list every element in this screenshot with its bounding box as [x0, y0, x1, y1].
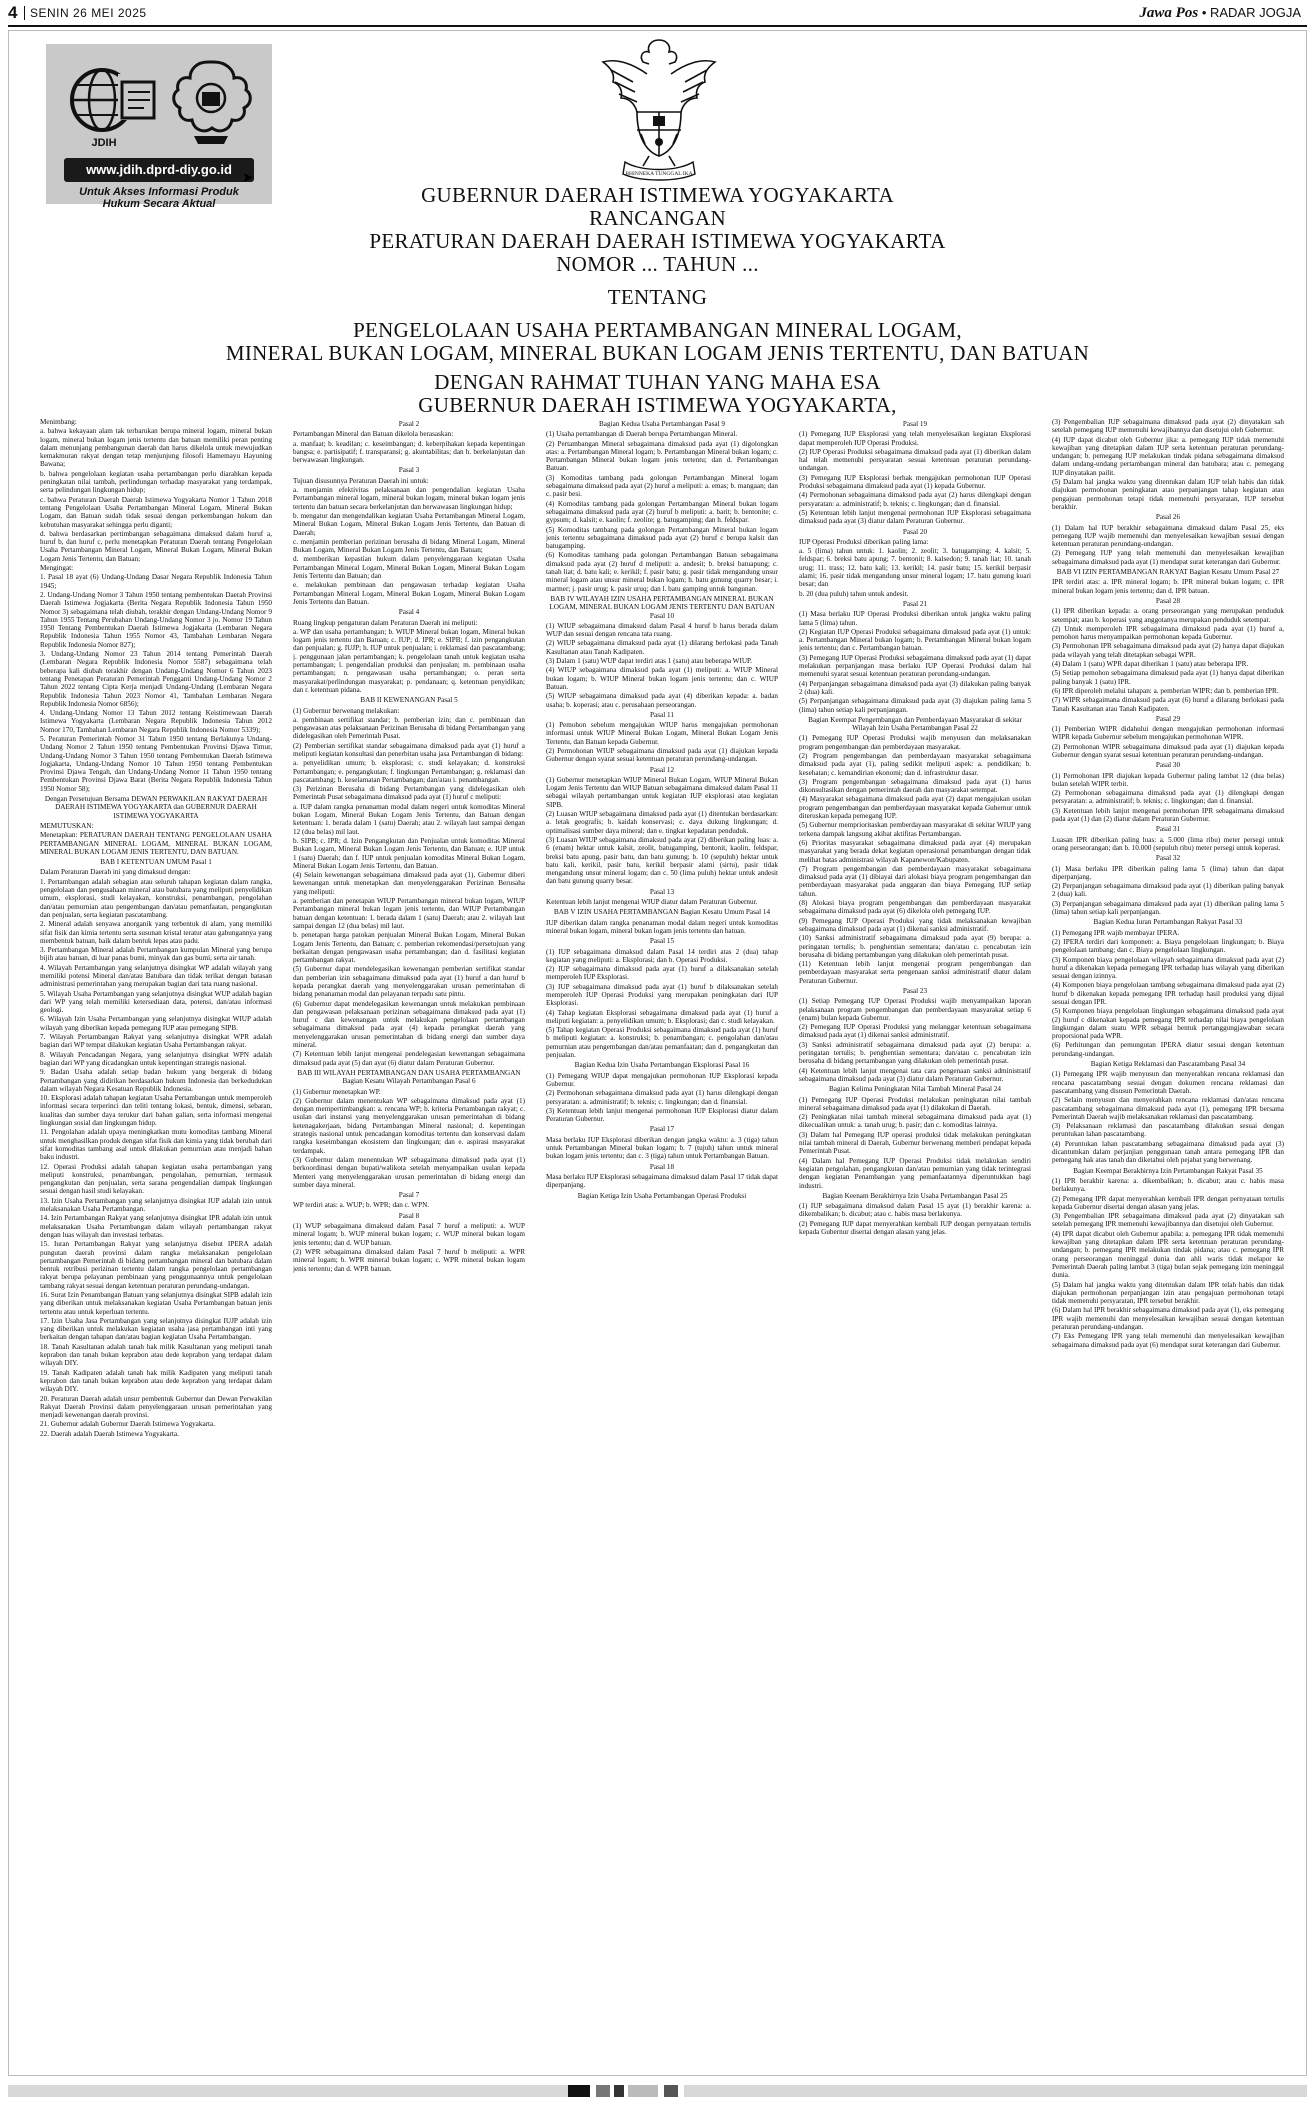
section-heading: Pasal 31: [1155, 825, 1181, 834]
body-paragraph: Dalam Peraturan Daerah ini yang dimaksud dengan:: [40, 868, 191, 877]
title-subject-line1: PENGELOLAAN USAHA PERTAMBANGAN MINERAL LOGAM,: [353, 318, 962, 342]
body-paragraph: (2) Permohonan WIPR sebagaimana dimaksud pada ayat (1) diajukan kepada Gubernur dengan syarat sesuai ketentuan peraturan perundang-undangan.: [1052, 742, 1284, 759]
body-paragraph: (3) Pengembalian IPR sebagaimana dimaksud pada ayat (2) dinyatakan sah setelah pemegang IPR memenuhi kewajibannya dan disetujui oleh Gubernur.: [1052, 1212, 1284, 1229]
body-paragraph: (2) IUP Operasi Produksi sebagaimana dimaksud pada ayat (1) diberikan dalam hal telah memenuhi persyaratan sesuai ketentuan peraturan perundang-undangan.: [799, 447, 1031, 473]
body-paragraph: (1) Pemberian WIPR didahului dengan mengajukan permohonan informasi WIPR kepada Gubernur sebelum mengajukan permohonan WIPR.: [1052, 725, 1284, 742]
body-paragraph: a. bahwa kekayaan alam tak terbarukan berupa mineral logam, mineral bukan logam, mineral bukan logam jenis tertentu dan batuan memiliki peran penting dalam menunjang pembangunan daerah dan harus dikelola untuk mewujudkan kemakmuran rakyat dengan tetap menjunjung filosofi Hamemayu Hayuning Bawana;: [40, 427, 272, 469]
body-paragraph: 13. Izin Usaha Pertambangan yang selanjutnya disingkat IUP adalah izin untuk melaksanakan Usaha Pertambangan.: [40, 1196, 272, 1214]
body-paragraph: d. bahwa berdasarkan pertimbangan sebagaimana dimaksud dalam huruf a, huruf b, dan huruf c, perlu menetapkan Peraturan Daerah tentang Pengelolaan Usaha Pertambangan Mineral Logam, Mineral Bukan Logam, Mineral Bukan Logam Jenis Tertentu, dan Batuan;: [40, 529, 272, 563]
body-paragraph: (3) Pengembalian IUP sebagaimana dimaksud pada ayat (2) dinyatakan sah setelah pemegang IUP memenuhi kewajibannya dan disetujui oleh Gubernur.: [1052, 418, 1284, 435]
body-paragraph: (3) Ketentuan lebih lanjut mengenai permohonan IPR sebagaimana dimaksud pada ayat (1) dan (2) diatur dalam Peraturan Gubernur.: [1052, 806, 1284, 824]
body-paragraph: Menimbang:: [40, 418, 77, 426]
body-paragraph: Menetapkan: PERATURAN DAERAH TENTANG PENGELOLAAN USAHA PERTAMBANGAN MINERAL LOGAM, MINERAL BUKAN LOGAM, MINERAL BUKAN LOGAM JENIS TERTENTU, DAN BATUAN.: [40, 831, 272, 856]
body-paragraph: (1) WUP sebagaimana dimaksud dalam Pasal 7 huruf a meliputi: a. WUP mineral logam; b. WUP mineral bukan logam; c. WUP mineral bukan logam jenis tertentu; dan d. WUP batuan.: [293, 1222, 525, 1247]
body-paragraph: 6. Wilayah Izin Usaha Pertambangan yang selanjutnya disingkat WIUP adalah wilayah yang diberikan kepada pemegang IUP atau pemegang SIPB.: [40, 1015, 272, 1032]
registration-color-bar: [8, 2085, 1307, 2097]
body-paragraph: (4) Dalam hal Pemegang IUP Operasi Produksi tidak melakukan sendiri kegiatan pengolahan, pengangkutan dan/atau pemurnian yang tidak terintegrasi dengan kegiatan Penambangan yang pemanfaatannya diperuntukkan bagi industri.: [799, 1156, 1031, 1190]
body-paragraph: 17. Izin Usaha Jasa Pertambangan yang selanjutnya disingkat IUJP adalah izin yang diberikan untuk melakukan kegiatan usaha jasa pertambangan inti yang berkaitan dengan tahapan dan/atau bagian kegiatan Usaha Pertambangan.: [40, 1316, 272, 1342]
body-paragraph: (5) Komoditas tambang pada golongan Pertambangan Mineral bukan logam jenis tertentu sebagaimana dimaksud pada ayat (2) huruf c berupa kalsit dan batugamping.: [546, 525, 778, 551]
body-paragraph: (5) Ketentuan lebih lanjut mengenai permohonan IUP Eksplorasi sebagaimana dimaksud pada ayat (3) diatur dalam Peraturan Gubernur.: [799, 508, 1031, 526]
section-heading: Pasal 23: [902, 987, 928, 995]
section-heading: Bagian Ketiga Izin Usaha Pertambangan Operasi Produksi: [577, 1191, 747, 1200]
body-paragraph: c. bahwa Peraturan Daerah Daerah Istimewa Yogyakarta Nomor 1 Tahun 2018 tentang Pengelolaan Usaha Pertambangan Mineral Logam, Mineral Bukan Logam, dan Batuan sudah tidak sesuai dengan perkembangan hukum dan kebutuhan masyarakat sehingga perlu diganti;: [40, 495, 272, 529]
garuda-emblem-icon: [597, 34, 721, 182]
body-paragraph: a. IUP dalam rangka penanaman modal dalam negeri untuk komoditas Mineral bukan Logam, Mineral Bukan Logam Jenis Tertentu, dan Batuan dengan ketentuan: 1. berada dalam 1 (satu) Daerah; atau 2. wilayah laut sampai dengan 12 (dua belas) mil laut.: [293, 802, 525, 836]
body-paragraph: 2. Mineral adalah senyawa anorganik yang terbentuk di alam, yang memiliki sifat fisik dan kimia tertentu serta susunan kristal teratur atau gabungannya yang membentuk batuan, baik dalam bentuk lepas atau padu.: [40, 920, 272, 945]
body-paragraph: (1) Pemegang IUP Operasi Produksi wajib menyusun dan melaksanakan program pengembangan dan pemberdayaan masyarakat.: [799, 734, 1031, 751]
body-paragraph: (2) Gubernur dalam menentukan WP sebagaimana dimaksud pada ayat (1) dengan mempertimbangkan: a. rencana WP; b. kriteria Pertambangan rakyat; c. usulan dari instansi yang menyelenggarakan urusan pemerintahan di bidang ketenagakerjaan, bidang Pertambangan Mineral nasional; d. kepentingan strategis nasional untuk pencadangan komoditas tertentu dan konservasi dalam rangka keseimbangan ekosistem dan lingkungan; dan e. aspirasi masyarakat terdampak.: [293, 1096, 525, 1155]
body-paragraph: (4) Peruntukan lahan pascatambang sebagaimana dimaksud pada ayat (3) dicantumkan dalam perjanjian penggunaan tanah antara pemegang IPR dan pemegang hak atas tanah dan diketahui oleh pejabat yang berwenang.: [1052, 1139, 1284, 1165]
body-paragraph: (2) Pemegang IUP dapat menyerahkan kembali IUP dengan pernyataan tertulis kepada Gubernur disertai dengan alasan yang jelas.: [799, 1219, 1031, 1237]
body-paragraph: c. menjamin pemberian perizinan berusaha di bidang Mineral Logam, Mineral Bukan Logam, Mineral Bukan Logam Jenis Tertentu, dan Batuan;: [293, 537, 525, 555]
body-paragraph: (11) Ketentuan lebih lanjut mengenai program pengembangan dan pemberdayaan masyarakat serta pengenaan sanksi administratif diatur dalam Peraturan Gubernur.: [799, 960, 1031, 985]
body-paragraph: (1) Pemohon sebelum mengajukan WIUP harus mengajukan permohonan informasi untuk WIUP Mineral Bukan Logam, Mineral Bukan Logam Jenis Tertentu, dan Batuan kepada Gubernur.: [546, 721, 778, 746]
body-paragraph: (6) IPR diperoleh melalui tahapan: a. pemberian WIPR; dan b. pemberian IPR.: [1052, 686, 1279, 695]
body-paragraph: (7) WIPR sebagaimana dimaksud pada ayat (6) huruf a dilarang berlokasi pada Tanah Kasultanan atau Tanah Kadipaten.: [1052, 696, 1284, 713]
body-paragraph: (2) Permohonan WIUP sebagaimana dimaksud pada ayat (1) diajukan kepada Gubernur dengan syarat sesuai ketentuan peraturan perundang-undangan.: [546, 746, 778, 764]
body-paragraph: (1) Pemegang WIUP dapat mengajukan permohonan IUP Eksplorasi kepada Gubernur.: [546, 1071, 778, 1088]
body-paragraph: a. pembinaan sertifikat standar; b. pemberian izin; dan c. pembinaan dan pengawasan atas pelaksanaan Perizinan Berusaha di bidang Pertambangan yang didelegasikan oleh Pemerintah Pusat.: [293, 715, 525, 741]
body-paragraph: 3. Pertambangan Mineral adalah Pertambangan kumpulan Mineral yang berupa bijih atau batuan, di luar panas bumi, minyak dan gas bumi, serta air tanah.: [40, 946, 272, 963]
body-paragraph: 4. Wilayah Pertambangan yang selanjutnya disingkat WP adalah wilayah yang memiliki potensi Mineral dan/atau Batubara dan tidak terikat dengan batasan administrasi pemerintahan yang merupakan bagian dari tata ruang nasional.: [40, 963, 272, 989]
header-rule: [8, 25, 1307, 27]
body-paragraph: (2) Pemegang IUP yang telah memenuhi dan menyelesaikan kewajiban sebagaimana dimaksud pada ayat (1) mendapat surat keterangan dari Gubernur.: [1052, 549, 1284, 566]
section-heading: BAB III WILAYAH PERTAMBANGAN DAN USAHA PERTAMBANGAN Bagian Kesatu Wilayah Pertambangan Pasal 6: [297, 1068, 521, 1086]
body-paragraph: IUP Operasi Produksi diberikan paling lama:: [799, 537, 929, 546]
body-paragraph: 20. Peraturan Daerah adalah unsur pembentuk Gubernur dan Dewan Perwakilan Rakyat Daerah Provinsi dalam penyelenggaraan urusan pemerintahan yang menjadi kewenangan daerah provinsi.: [40, 1394, 272, 1420]
body-paragraph: (1) IUP sebagaimana dimaksud dalam Pasal 14 terdiri atas 2 (dua) tahap kegiatan yang meliputi: a. Eksplorasi; dan b. Operasi Produksi.: [546, 947, 778, 964]
body-paragraph: a. 5 (lima) tahun untuk: 1. kaolin; 2. zeolit; 3. batugamping; 4. kalsit; 5. feldspar; 6. breksi batu apung; 7. bentonit; 8. kalsedon; 9. tanah liat; 10. tanah urug; 11. trass; 12. batu kali; 13. kerikil; 14. pasir batu; 15. kerikil berpasir alami; 16. pasir tidak mengandung unsur mineral logam; 17. batu gunung kuari besar; dan: [799, 547, 1031, 589]
body-paragraph: (4) Dalam 1 (satu) WPR dapat diberikan 1 (satu) atau beberapa IPR.: [1052, 660, 1249, 669]
section-heading: Bagian Ketiga Reklamasi dan Pascatambang Pasal 34: [1090, 1060, 1246, 1069]
body-paragraph: (4) IUP dapat dicabut oleh Gubernur jika: a. pemegang IUP tidak memenuhi kewajiban yang ditetapkan dalam IUP serta ketentuan peraturan perundang-undangan; b. pemegang IUP melakukan tindak pidana sebagaimana dimaksud dalam undang-undang pertambangan mineral dan batubara; atau c. pemegang IUP dinyatakan pailit.: [1052, 435, 1284, 477]
text-column-3: [546, 418, 778, 2063]
title-number: NOMOR ... TAHUN ...: [556, 252, 759, 276]
body-paragraph: (2) Selain menyusun dan menyerahkan rencana reklamasi dan/atau rencana pascatambang sebagaimana dimaksud pada ayat (1), pemegang IPR bersama Pemerintah Daerah wajib melaksanakan reklamasi dan pascatambang.: [1052, 1096, 1284, 1121]
body-paragraph: (2) Luasan WIUP sebagaimana dimaksud pada ayat (1) ditentukan berdasarkan: a. letak geografis; b. kaidah konservasi; c. daya dukung lingkungan; d. optimalisasi sumber daya mineral; dan e. tingkat kepadatan penduduk.: [546, 810, 778, 835]
section-heading: Pasal 32: [1155, 854, 1181, 863]
body-paragraph: a. pemberian dan penetapan WIUP Pertambangan mineral bukan logam, WIUP Pertambangan mineral bukan logam jenis tertentu, dan WIUP Pertambangan batuan dengan ketentuan: 1. berada dalam 1 (satu) Daerah; atau 2. wilayah laut sampai dengan 12 (dua belas) mil laut.: [293, 897, 525, 930]
body-paragraph: (1) Gubernur menetapkan WP.: [293, 1087, 381, 1096]
body-paragraph: (3) Permohonan IPR sebagaimana dimaksud pada ayat (2) hanya dapat diajukan pada wilayah yang telah ditetapkan sebagai WPR.: [1052, 642, 1284, 659]
body-paragraph: (7) Eks Pemegang IPR yang telah memenuhi dan menyelesaikan kewajiban sebagaimana dimaksud pada ayat (6) mendapat surat keterangan dari Gubernur.: [1052, 1332, 1284, 1349]
text-column-2: [293, 418, 525, 2063]
body-paragraph: 7. Wilayah Pertambangan Rakyat yang selanjutnya disingkat WPR adalah bagian dari WP tempat dilakukan kegiatan Usaha Pertambangan rakyat.: [40, 1033, 272, 1050]
body-paragraph: 1. Pasal 18 ayat (6) Undang-Undang Dasar Negara Republik Indonesia Tahun 1945;: [40, 573, 272, 590]
body-paragraph: (8) Alokasi biaya program pengembangan dan pemberdayaan masyarakat sebagaimana dimaksud pada ayat (6) dikelola oleh pemegang IUP.: [799, 899, 1031, 916]
title-signatory: GUBERNUR DAERAH ISTIMEWA YOGYAKARTA,: [418, 393, 897, 417]
section-heading: Pasal 19: [902, 420, 928, 428]
body-paragraph: (3) Komponen biaya pengelolaan wilayah sebagaimana dimaksud pada ayat (2) huruf a dikenakan kepada pemegang IPR terhadap luas wilayah yang diberikan sesuai dengan izinnya.: [1052, 955, 1284, 981]
body-paragraph: (2) IUP sebagaimana dimaksud pada ayat (1) huruf a dilaksanakan setelah memperoleh IUP Eksplorasi.: [546, 965, 778, 982]
body-paragraph: (2) Pemberian sertifikat standar sebagaimana dimaksud pada ayat (1) huruf a meliputi kegiatan konsultasi dan penerbitan usaha jasa Pertambangan di bidang:: [293, 741, 525, 758]
body-paragraph: (3) Luasan WIUP sebagaimana dimaksud pada ayat (2) diberikan paling luas: a. 6 (enam) hektar untuk kalsit, zeolit, batugamping, bentonit, kaolin, feldspar, breksi batu apung, pasir batu, dan batu gunung; b. 10 (sepuluh) hektar untuk batu kali, kerikil, pasir batu, kerikil berpasir alami (sirtu), pasir tidak mengandung unsur mineral logam; dan c. 50 (lima puluh) hektar untuk andesit dan batu gunung quarry besar.: [546, 835, 778, 886]
body-paragraph: MEMUTUSKAN:: [40, 821, 94, 830]
body-paragraph: (4) Perpanjangan sebagaimana dimaksud pada ayat (3) dilakukan paling banyak 2 (dua) kali.: [799, 679, 1031, 696]
body-paragraph: (2) WPR sebagaimana dimaksud dalam Pasal 7 huruf b meliputi: a. WPR mineral logam; b. WPR mineral bukan logam; c. WPR mineral bukan logam jenis tertentu; dan d. WPR batuan.: [293, 1247, 525, 1273]
body-paragraph: (3) Program pengembangan sebagaimana dimaksud pada ayat (1) harus dikonsultasikan dengan pemerintah daerah dan masyarakat setempat.: [799, 777, 1031, 795]
body-paragraph: 10. Eksplorasi adalah tahapan kegiatan Usaha Pertambangan untuk memperoleh informasi secara terperinci dan teliti tentang lokasi, bentuk, dimensi, sebaran, kualitas dan sumber daya terukur dari bahan galian, serta informasi mengenai lingkungan sosial dan lingkungan hidup.: [40, 1094, 272, 1128]
body-paragraph: (3) Pelaksanaan reklamasi dan pascatambang dilakukan sesuai dengan peruntukan lahan pascatambang.: [1052, 1122, 1284, 1139]
body-paragraph: Masa berlaku IUP Eksplorasi diberikan dengan jangka waktu: a. 3 (tiga) tahun untuk Pertambangan Mineral bukan logam; b. 7 (tujuh) tahun untuk mineral bukan logam jenis tertentu; dan c. 3 (tiga) tahun untuk Pertambangan Batuan.: [546, 1135, 778, 1161]
jdih-url-link[interactable]: www.jdih.dprd-diy.go.id: [64, 158, 254, 182]
body-paragraph: (3) Dalam hal Pemegang IUP operasi produksi tidak melakukan peningkatan nilai tambah mineral di Daerah, Gubernur berwenang memberi pendapat kepada Pemerintah Pusat.: [799, 1130, 1031, 1156]
title-subject-line2: MINERAL BUKAN LOGAM, MINERAL BUKAN LOGAM JENIS TERTENTU, DAN BATUAN: [225, 341, 1090, 365]
body-paragraph: (5) Gubernur memprioritaskan pemberdayaan masyarakat di sekitar WIUP yang terkena dampak langsung akibat aktifitas Pertambangan.: [799, 821, 1031, 838]
section-name: • RADAR JOGJA: [1201, 5, 1301, 20]
section-heading: Pasal 18: [649, 1162, 675, 1171]
text-column-5: [1052, 418, 1284, 2063]
body-paragraph: Ruang lingkup pengaturan dalam Peraturan Daerah ini meliputi:: [293, 618, 478, 627]
body-paragraph: (10) Sanksi administratif sebagaimana dimaksud pada ayat (9) berupa: a. peringatan tertulis; b. penghentian sementara; dan/atau c. pencabutan izin berusaha di bidang pertambangan yang dilakukan oleh pemerintah pusat.: [799, 934, 1031, 959]
section-heading: Pasal 12: [649, 765, 675, 774]
body-paragraph: 9. Badan Usaha adalah setiap badan hukum yang bergerak di bidang Pertambangan yang didirikan berdasarkan hukum Indonesia dan berkedudukan dalam wilayah Negara Kesatuan Republik Indonesia.: [40, 1068, 272, 1093]
body-paragraph: (6) Komoditas tambang pada golongan Pertambangan Batuan sebagaimana dimaksud pada ayat (2) huruf d meliputi: a. andesit; b. breksi batuapung; c. tanah liat; d. batu kali; e. kerikil; f. pasir batu; g. pasir tidak mengandung unsur mineral logam atau unsur mineral bukan logam; h. batu gunung quarry besar; i. marmer; j. pasir urug; k. pasir uruq; dan l. batu gamping untuk bangunan.: [546, 551, 778, 593]
body-paragraph: (5) Tahap kegiatan Operasi Produksi sebagaimana dimaksud pada ayat (1) huruf b meliputi kegiatan: a. konstruksi; b. penambangan; c. pengolahan dan/atau pemurnian atau pengembangan dan/atau pemanfaatan; dan d. pengangkutan dan penjualan.: [546, 1026, 778, 1060]
body-paragraph: 2. Undang-Undang Nomor 3 Tahun 1950 tentang pembentukan Daerah Provinsi Daerah Istimewa Jogjakarta (Berita Negara Republik Indonesia Tahun 1950 Nomor 3) sebagaimana telah diubah, terakhir dengan Undang-Undang Nomor 9 Tahun 1955 Tentang Perubahan Undang-Undang Nomor 3 jo. Nomor 19 Tahun 1950 Tentang Pembentukan Daerah Istimewa Jogjakarta (Lembaran Negara Republik Indonesia Tahun 1955 Nomor 43, Tambahan Lembaran Negara Republik Indonesia Nomor 827);: [40, 590, 272, 649]
body-paragraph: (1) Pemegang IUP Eksplorasi yang telah menyelesaikan kegiatan Eksplorasi dapat memperoleh IUP Operasi Produksi.: [799, 430, 1031, 447]
body-paragraph: (3) IUP sebagaimana dimaksud pada ayat (1) huruf b dilaksanakan setelah memperoleh IUP Operasi Produksi yang merupakan peningkatan dari IUP Eksplorasi.: [546, 982, 778, 1008]
body-paragraph: (4) Tahap kegiatan Eksplorasi sebagaimana dimaksud pada ayat (1) huruf a meliputi kegiatan: a. penyelidikan umum; b. Eksplorasi; dan c. studi kelayakan.: [546, 1008, 778, 1025]
body-paragraph: (2) Peningkatan nilai tambah mineral sebagaimana dimaksud pada ayat (1) dikecualikan untuk: a. tanah urug; b. pasir; dan c. komoditas lainnya.: [799, 1113, 1031, 1130]
body-paragraph: (2) Kegiatan IUP Operasi Produksi sebagaimana dimaksud pada ayat (1) untuk: a. Pertambangan Mineral bukan logam; b. Pertambangan Mineral bukan logam jenis tertentu; dan c. Pertambangan batuan.: [799, 627, 1031, 653]
body-paragraph: (4) WIUP sebagaimana dimaksud pada ayat (1) meliputi: a. WIUP Mineral bukan logam; b. WIUP Mineral bukan logam jenis tertentu; dan c. WIUP Batuan.: [546, 666, 778, 691]
body-paragraph: (4) Selain kewenangan sebagaimana dimaksud pada ayat (1), Gubernur diberi kewenangan untuk menetapkan dan menyelenggarakan Perizinan Berusaha yang meliputi:: [293, 871, 525, 896]
body-paragraph: (2) IPERA terdiri dari komponen: a. Biaya pengelolaan lingkungan; b. Biaya pengelolaan tambang; dan c. Biaya pengelolaan lingkungan.: [1052, 937, 1284, 955]
section-heading: Pasal 28: [1155, 596, 1181, 605]
body-paragraph: a. WP dan usaha pertambangan; b. WIUP Mineral bukan logam, Mineral bukan logam jenis tertentu dan Batuan; c. IUP; d. IPR; e. SIPB; f. izin pengangkutan dan penjualan; g. IUJP; h. IUP untuk penjualan; i. reklamasi dan pascatambang; j. penggunaan jalan pertambangan; k. pengelolaan tanah untuk kegiatan usaha pertambangan; l. pengendalian produksi dan penjualan; m. pembinaan usaha pertambangan; n. pengawasan usaha pertambangan; o. peran serta masyarakat/perlindungan masyarakat; p. pendanaan; q. ketentuan penyidikan; dan r. ketentuan pidana.: [293, 627, 525, 694]
body-paragraph: (3) Perpanjangan sebagaimana dimaksud pada ayat (1) diberikan paling lama 5 (lima) tahun setiap kali perpanjangan.: [1052, 899, 1284, 917]
body-paragraph: (4) Ketentuan lebih lanjut mengenai tata cara pengenaan sanksi administratif sebagaimana dimaksud pada ayat (3) diatur dalam Peraturan Gubernur.: [799, 1066, 1031, 1083]
body-paragraph: (2) Pemegang IPR dapat menyerahkan kembali IPR dengan pernyataan tertulis kepada Gubernur disertai dengan alasan yang jelas.: [1052, 1194, 1284, 1211]
body-paragraph: (3) Gubernur dalam menentukan WP sebagaimana dimaksud pada ayat (1) berkoordinasi dengan bupati/walikota setelah menyampaikan usulan kepada Menteri yang menyelenggarakan urusan pemerintahan di bidang energi dan sumber daya mineral.: [293, 1155, 525, 1189]
body-paragraph: (7) Program pengembangan dan pemberdayaan masyarakat sebagaimana dimaksud pada ayat (1) dibiayai dari alokasi biaya program pengembangan dan pemberdayaan masyarakat pada anggaran dan biaya Pemegang IUP setiap tahun.: [799, 864, 1031, 898]
body-paragraph: (2) Permohonan sebagaimana dimaksud pada ayat (1) dilengkapi dengan persyaratan: a. administratif; b. teknis; c. lingkungan; dan d. finansial.: [1052, 789, 1284, 806]
section-heading: Pasal 15: [649, 937, 675, 946]
body-paragraph: (1) IUP sebagaimana dimaksud dalam Pasal 15 ayat (1) berakhir karena: a. dikembalikan; b. dicabut; atau c. habis masa berlakunya.: [799, 1202, 1031, 1219]
body-paragraph: (4) Permohonan sebagaimana dimaksud pada ayat (2) harus dilengkapi dengan persyaratan: a. administratif; b. teknis; c. lingkungan; dan d. finansial.: [799, 491, 1031, 508]
section-heading: Pasal 4: [398, 608, 420, 617]
section-heading: Pasal 17: [649, 1125, 675, 1134]
body-paragraph: (1) Permohonan IPR diajukan kepada Gubernur paling lambat 12 (dua belas) bulan setelah WIPR terbit.: [1052, 771, 1284, 788]
body-paragraph: (3) Sanksi administratif sebagaimana dimaksud pada ayat (2) berupa: a. peringatan tertulis; b. penghentian sementara; dan/atau c. pencabutan izin berusaha di bidang pertambangan yang dilakukan oleh pemerintah pusat.: [799, 1040, 1031, 1066]
body-paragraph: (2) Program pengembangan dan pemberdayaan masyarakat sebagaimana dimaksud pada ayat (1), paling sedikit meliputi aspek: a. pendidikan; b. kesehatan; c. kemandirian ekonomi; dan d. infrastruktur dasar.: [799, 751, 1031, 777]
body-paragraph: Luasan IPR diberikan paling luas: a. 5.000 (lima ribu) meter persegi untuk orang perseorangan; dan b. 10.000 (sepuluh ribu) meter persegi untuk koperasi.: [1052, 835, 1284, 852]
body-paragraph: (1) Pemegang IPR wajib menyusun dan menyerahkan rencana reklamasi dan rencana pascatambang sesuai dengan dokumen rencana reklamasi dan pascatambang yang disusun Pemerintah Daerah.: [1052, 1070, 1284, 1095]
body-paragraph: (3) Pemegang IUP Eksplorasi berhak mengajukan permohonan IUP Operasi Produksi sebagaimana dimaksud pada ayat (1) kepada Gubernur.: [799, 473, 1031, 491]
body-paragraph: a. penyelidikan umum; b. eksplorasi; c. studi kelayakan; d. konstruksi Pertambangan; e. pengangkutan; f. lingkungan Pertambangan; g. reklamasi dan pascatambang; h. keselamatan Pertambangan; dan/atau i. penambangan.: [293, 759, 525, 784]
jdih-promo-box: [46, 44, 272, 210]
body-paragraph: (3) Pemegang IUP Operasi Produksi sebagaimana dimaksud pada ayat (1) dapat melakukan perpanjangan masa berlaku IUP Operasi Produksi dalam hal memenuhi syarat sesuai ketentuan peraturan perundang-undangan.: [799, 653, 1031, 679]
body-paragraph: (3) Dalam 1 (satu) WUP dapat terdiri atas 1 (satu) atau beberapa WIUP.: [546, 657, 753, 666]
body-paragraph: b. penetapan harga patokan penjualan Mineral Bukan Logam, Mineral Bukan Logam Jenis Tertentu, dan Batuan; c. pemberian rekomendasi/persetujuan yang berkaitan dengan pengawasan usaha pertambangan; dan d. fasilitasi kegiatan pertambangan rakyat.: [293, 931, 525, 965]
title-draft: RANCANGAN: [589, 206, 726, 230]
section-heading: Pasal 3: [398, 466, 420, 475]
body-paragraph: (3) Komoditas tambang pada golongan Pertambangan Mineral logam sebagaimana dimaksud pada ayat (2) huruf a meliputi: a. emas; b. mangaan; dan c. pasir besi.: [546, 473, 778, 499]
body-paragraph: b. bahwa pengelolaan kegiatan usaha pertambangan perlu diarahkan kepada peningkatan nilai tambah, perlindungan terhadap masyarakat yang terdampak, serta pelindungan lingkungan hidup;: [40, 469, 272, 495]
body-paragraph: 3. Undang-Undang Nomor 23 Tahun 2014 tentang Pemerintah Daerah (Lembaran Negara Republik Indonesia Nomor 5587) sebagaimana telah beberapa kali diubah terakhir dengan Undang-Undang Nomor 6 Tahun 2023 tentang Penetapan Peraturan Pemerintah Pengganti Undang-Undang Nomor 2 Tahun 2022 tentang Cipta Kerja menjadi Undang-Undang (Lembaran Negara Republik Indonesia Tahun 2023 Nomor 41, Tambahan Lembaran Negara Republik Indonesia Nomor 6856);: [40, 650, 272, 708]
body-paragraph: (4) Komoditas tambang pada golongan Pertambangan Mineral bukan logam sebagaimana dimaksud pada ayat (2) huruf b meliputi: a. barit; b. bentonite; c. gypsum; d. kalsit; e. kaolin; f. zeolite; g. batugamping; dan h. feldspar.: [546, 499, 778, 525]
body-paragraph: Tujuan disusunnya Peraturan Daerah ini untuk:: [293, 476, 429, 485]
section-heading: Bagian Keempat Berakhirnya Izin Pertambangan Rakyat Pasal 35: [1073, 1166, 1263, 1175]
section-heading: Bagian Kelima Peningkatan Nilai Tambah Mineral Pasal 24: [828, 1085, 1002, 1094]
body-paragraph: (4) Masyarakat sebagaimana dimaksud pada ayat (2) dapat mengajukan usulan program pengembangan dan pemberdayaan masyarakat kepada Gubernur untuk diteruskan kepada pemegang IUP.: [799, 795, 1031, 821]
body-paragraph: (1) Usaha pertambangan di Daerah berupa Pertambangan Mineral.: [546, 430, 738, 439]
body-paragraph: (3) Perizinan Berusaha di bidang Pertambangan yang didelegasikan oleh Pemerintah Pusat sebagaimana dimaksud pada ayat (1) huruf c meliputi:: [293, 785, 525, 802]
body-paragraph: (2) Untuk memperoleh IPR sebagaimana dimaksud pada ayat (1) huruf a, pemohon harus menyampaikan permohonan kepada Gubernur.: [1052, 624, 1284, 642]
section-heading: Pasal 8: [398, 1211, 420, 1220]
section-heading: Pasal 11: [650, 710, 674, 719]
jdih-logo: [60, 52, 260, 157]
section-heading: Pasal 30: [1155, 761, 1181, 770]
body-paragraph: Mengingat:: [40, 564, 74, 573]
body-paragraph: (2) Permohonan sebagaimana dimaksud pada ayat (1) harus dilengkapi dengan persyaratan: a. administratif; b. teknis; c. lingkungan; dan d. finansial.: [546, 1089, 778, 1106]
section-heading: Pasal 29: [1155, 714, 1181, 723]
body-paragraph: (6) Prioritas masyarakat sebagaimana dimaksud pada ayat (4) merupakan masyarakat yang berada dekat kegiatan operasional penambangan dengan tidak melihat batas administrasi wilayah Kapanewon/Kabupaten.: [799, 838, 1031, 864]
body-paragraph: d. memberikan kepastian hukum dalam penyelenggaraan kegiatan Usaha Pertambangan Mineral Logam, Mineral Bukan Logam, Mineral Bukan Logam Jenis Tertentu dan Batuan; dan: [293, 555, 525, 581]
section-heading: Bagian Keenam Berakhirnya Izin Usaha Pertambangan Pasal 25: [822, 1191, 1008, 1200]
body-paragraph: (1) Gubernur berwenang melakukan:: [293, 706, 400, 715]
section-heading: Bagian Kedua Izin Usaha Pertambangan Eksplorasi Pasal 16: [574, 1061, 750, 1070]
section-heading: BAB VI IZIN PERTAMBANGAN RAKYAT Bagian Kesatu Umum Pasal 27: [1056, 568, 1280, 577]
body-paragraph: a. manfaat; b. keadilan; c. keseimbangan; d. keberpihakan kepada kepentingan bangsa; e. partisipatif; f. transparansi; g. akuntabilitas; dan h. berkelanjutan dan berwawasan lingkungan.: [293, 439, 525, 465]
body-paragraph: (5) Dalam hal jangka waktu yang ditentukan dalam IPR telah habis dan tidak diajukan permohonan perpanjangan izin atau pengajuan permohonan tetapi tidak memenuhi persyaratan, IPR tersebut berakhir.: [1052, 1280, 1284, 1306]
body-paragraph: (2) Pemegang IUP Operasi Produksi yang melanggar ketentuan sebagaimana dimaksud pada ayat (1) dikenai sanksi administratif.: [799, 1023, 1031, 1040]
body-paragraph: (5) Gubernur dapat mendelegasikan kewenangan pemberian sertifikat standar dan pemberian izin sebagaimana dimaksud pada ayat (1) huruf a dan huruf b kepada perangkat daerah yang menyelenggarakan urusan pemerintahan di bidang penanaman modal dan pelayanan terpadu satu pintu.: [293, 965, 525, 999]
section-heading: Pasal 13: [649, 887, 675, 896]
page-header: [0, 0, 1315, 26]
body-paragraph: (5) Perpanjangan sebagaimana dimaksud pada ayat (3) diajukan paling lama 5 (lima) tahun setiap kali perpanjangan.: [799, 697, 1031, 714]
page-number: 4: [8, 3, 18, 22]
jdih-logo-text: JDIH: [91, 137, 117, 149]
section-heading: Pasal 21: [902, 599, 928, 608]
title-governor: GUBERNUR DAERAH ISTIMEWA YOGYAKARTA: [421, 183, 894, 207]
body-paragraph: b. 20 (dua puluh) tahun untuk andesit.: [799, 589, 909, 598]
section-heading: Pasal 2: [398, 420, 420, 428]
text-column-1: [40, 418, 272, 2063]
body-paragraph: (5) Dalam hal jangka waktu yang ditentukan dalam IUP telah habis dan tidak diajukan permohonan peningkatan atau perpanjangan tahap kegiatan atau pengajuan permohonan tetapi tidak memenuhi persyaratan, IUP tersebut berakhir.: [1052, 478, 1284, 511]
body-paragraph: (4) IPR dapat dicabut oleh Gubernur apabila: a. pemegang IPR tidak memenuhi kewajiban yang ditetapkan dalam IPR serta ketentuan peraturan perundang-undangan; b. pemegang IPR melakukan tindak pidana; atau c. pemegang IPR orang perseorangan meninggal dunia dan ahli waris tidak melapor ke Pemerintah Daerah paling lambat 3 (tiga) bulan sejak pemegang izin meninggal dunia.: [1052, 1229, 1284, 1280]
title-grace: DENGAN RAHMAT TUHAN YANG MAHA ESA: [434, 370, 881, 394]
body-paragraph: (1) Pemegang IUP Operasi Produksi melakukan peningkatan nilai tambah mineral sebagaimana dimaksud pada ayat (1) dilakukan di Daerah.: [799, 1095, 1031, 1112]
body-paragraph: (5) Setiap pemohon sebagaimana dimaksud pada ayat (1) hanya dapat diberikan paling banyak 1 (satu) IPR.: [1052, 669, 1284, 686]
section-heading: Pasal 20: [902, 527, 928, 536]
regulation-title: [200, 184, 1115, 417]
body-paragraph: Pertambangan Mineral dan Batuan dikelola berasaskan:: [293, 430, 454, 439]
body-paragraph: 21. Gubernur adalah Gubernur Daerah Istimewa Yogyakarta.: [40, 1420, 216, 1429]
body-paragraph: 15. Iuran Pertambangan Rakyat yang selanjutnya disebut IPERA adalah pungutan daerah provinsi dalam rangka melaksanakan pengelolaan pertambangan Pemerintah di bidang pertambangan mineral dan batubara dalam bentuk retribusi perizinan tertentu dalam rangka pengelolaan pertambangan rakyat berupa pelayanan pembinaan yang penggunaannya untuk pengelolaan tambang rakyat sesuai dengan ketentuan peraturan perundang-undangan.: [40, 1240, 272, 1290]
body-paragraph: (1) Gubernur menetapkan WIUP Mineral Bukan Logam, WIUP Mineral Bukan Logam Jenis Tertentu dan WIUP Batuan sebagaimana dimaksud dalam Pasal 11 sebagai wilayah pertambangan untuk kegiatan IUP eksplorasi atau kegiatan SIPB.: [546, 775, 778, 809]
body-paragraph: Ketentuan lebih lanjut mengenai WIUP diatur dalam Peraturan Gubernur.: [546, 898, 758, 907]
header-divider: [24, 6, 25, 20]
body-paragraph: (7) Ketentuan lebih lanjut mengenai pendelegasian kewenangan sebagaimana dimaksud pada ayat (5) dan ayat (6) diatur dalam Peraturan Gubernur.: [293, 1050, 525, 1067]
pointer-cursor-icon: ➤: [242, 171, 254, 186]
emblem-motto: BHINNEKA TUNGGAL IKA: [625, 171, 693, 177]
body-paragraph: b. SIPB; c. IPR; d. Izin Pengangkutan dan Penjualan untuk komoditas Mineral Bukan Logam, Mineral Bukan Logam Jenis Tertentu, dan Batuan; e. IUP untuk 1 (satu) Daerah; dan f. IUP untuk penjualan komoditas Mineral Bukan Logam, Mineral Bukan Logam Jenis Tertentu, dan Batuan.: [293, 836, 525, 870]
section-heading: Pasal 26: [1155, 513, 1181, 522]
jdih-tagline: Untuk Akses Informasi Produk Hukum Secara Aktual: [79, 186, 239, 210]
section-heading: Bagian Keempat Pengembangan dan Pemberdayaan Masyarakat di sekitar Wilayah Izin Usaha Pertambangan Pasal 22: [808, 715, 1022, 733]
section-heading: BAB II KEWENANGAN Pasal 5: [360, 696, 458, 705]
section-heading: BAB I KETENTUAN UMUM Pasal 1: [100, 858, 212, 867]
body-paragraph: (5) WIUP sebagaimana dimaksud pada ayat (4) diberikan kepada: a. badan usaha; b. koperasi; atau c. perusahaan perseorangan.: [546, 692, 778, 709]
body-paragraph: 11. Pengolahan adalah upaya meningkatkan mutu komoditas tambang Mineral untuk menghasilkan produk dengan sifat fisik dan kimia yang tidak berubah dari sifat komoditas tambang asal untuk dilakukan pemurnian atau menjadi bahan baku industri.: [40, 1128, 272, 1162]
body-paragraph: (1) WIUP sebagaimana dimaksud dalam Pasal 4 huruf b harus berada dalam WUP dan sesuai dengan rencana tata ruang.: [546, 621, 778, 639]
body-paragraph: 5. Peraturan Pemerintah Nomor 31 Tahun 1950 tentang Berlakunya Undang-Undang Nomor 2 Tahun 1950 tentang Pembentukan Provinsi Djawa Timur, Undang-Undang Nomor 3 Tahun 1950 tentang Pembentukan Daerah Istimewa Jogjakarta, Undang-Undang Nomor 10 Tahun 1950 tentang Pembentukan Provinsi Djawa Tengah, dan Undang-Undang Nomor 11 Tahun 1950 tentang Pembentukan Provinsi Djawa Barat (Berita Negara Republik Indonesia Tahun 1950 Nomor 58);: [40, 734, 272, 793]
body-paragraph: (2) Pertambangan Mineral sebagaimana dimaksud pada ayat (1) digolongkan atas: a. Pertambangan Mineral logam; b. Pertambangan Mineral bukan logam; c. Pertambangan Mineral bukan logam jenis tertentu; dan d. Pertambangan Batuan.: [546, 439, 778, 473]
newspaper-brand: [1139, 5, 1301, 22]
body-paragraph: (4) Komponen biaya pengelolaan tambang sebagaimana dimaksud pada ayat (2) huruf b dikenakan kepada pemegang IPR terhadap hasil produksi yang dijual sesuai dengan IPR.: [1052, 981, 1284, 1006]
title-regulation: PERATURAN DAERAH DAERAH ISTIMEWA YOGYAKARTA: [369, 229, 946, 253]
body-paragraph: (6) Perhitungan dan pemungutan IPERA diatur sesuai dengan ketentuan perundang-undangan.: [1052, 1041, 1284, 1058]
body-paragraph: e. melakukan pembinaan dan pengawasan terhadap kegiatan Usaha Pertambangan Mineral Logam, Mineral Bukan Logam, Mineral Bukan Logam Jenis Tertentu dan Batuan.: [293, 581, 525, 606]
body-paragraph: (2) WIUP sebagaimana dimaksud pada ayat (1) dilarang berlokasi pada Tanah Kasultanan atau Tanah Kadipaten.: [546, 639, 778, 656]
newspaper-name: Jawa Pos: [1139, 5, 1199, 21]
body-paragraph: 4. Undang-Undang Nomor 13 Tahun 2012 tentang Keistimewaan Daerah Istimewa Yogyakarta (Lembaran Negara Republik Indonesia Tahun 2012 Nomor 170, Tambahan Lembaran Negara Republik Indonesia Nomor 5339);: [40, 709, 272, 734]
section-heading: Pasal 7: [398, 1191, 420, 1200]
title-about: TENTANG: [607, 285, 708, 309]
section-heading: Bagian Kedua Usaha Pertambangan Pasal 9: [599, 420, 725, 428]
body-paragraph: (1) Pemegang IPR wajib membayar IPERA.: [1052, 928, 1180, 937]
body-paragraph: a. menjamin efektivitas pelaksanaan dan pengendalian kegiatan Usaha Pertambangan mineral logam, mineral bukan logam, mineral bukan logam jenis tertentu dan batuan secara berkelanjutan dan berwawasan lingkungan hidup;: [293, 486, 525, 511]
body-paragraph: 18. Tanah Kasultanan adalah tanah hak milik Kasultanan yang meliputi tanah keprabon dan tanah bukan keprabon atau dede keprabon yang terdapat dalam wilayah DIY.: [40, 1342, 272, 1368]
body-paragraph: (1) IPR berakhir karena: a. dikembalikan; b. dicabut; atau c. habis masa berlakunya.: [1052, 1176, 1284, 1194]
body-paragraph: b. mengatur dan mengendalikan kegiatan Usaha Pertambangan Mineral Logam, Mineral Bukan Logam, Mineral Bukan Logam Jenis Tertentu, dan Batuan di Daerah;: [293, 511, 525, 537]
body-paragraph: (1) Masa berlaku IUP Operasi Produksi diberikan untuk jangka waktu paling lama 5 (lima) tahun.: [799, 610, 1031, 627]
body-columns: [40, 418, 1290, 2063]
body-paragraph: 22. Daerah adalah Daerah Istimewa Yogyakarta.: [40, 1429, 179, 1438]
body-paragraph: WP terdiri atas: a. WUP; b. WPR; dan c. WPN.: [293, 1201, 430, 1210]
section-heading: Dengan Persetujuan Bersama DEWAN PERWAKILAN RAKYAT DAERAH DAERAH ISTIMEWA YOGYAKARTA dan GUBERNUR DAERAH ISTIMEWA YOGYAKARTA: [44, 795, 268, 820]
body-paragraph: (1) Masa berlaku IPR diberikan paling lama 5 (lima) tahun dan dapat diperpanjang.: [1052, 864, 1284, 881]
body-paragraph: (2) Perpanjangan sebagaimana dimaksud pada ayat (1) diberikan paling banyak 2 (dua) kali.: [1052, 882, 1284, 899]
section-heading: Bagian Kedua Iuran Pertambangan Rakyat Pasal 33: [1093, 918, 1243, 927]
body-paragraph: (6) Dalam hal IPR berakhir sebagaimana dimaksud pada ayat (1), eks pemegang IPR wajib memenuhi dan menyelesaikan kewajiban sesuai dengan ketentuan peraturan perundang-undangan.: [1052, 1306, 1284, 1331]
body-paragraph: 12. Operasi Produksi adalah tahapan kegiatan usaha pertambangan yang meliputi konstruksi, penambangan, pengolahan, pemurnian, termasuk pengangkutan dan penjualan, serta sarana pengendalian dampak lingkungan sesuai dengan hasil studi kelayakan.: [40, 1162, 272, 1196]
body-paragraph: 5. Wilayah Usaha Pertambangan yang selanjutnya disingkat WUP adalah bagian dari WP yang telah memiliki ketersediaan data, potensi, dan/atau informasi geologi.: [40, 989, 272, 1015]
section-heading: BAB V IZIN USAHA PERTAMBANGAN Bagian Kesatu Umum Pasal 14: [553, 908, 771, 917]
body-paragraph: IUP diberikan dalam rangka penanaman modal dalam negeri untuk komoditas mineral bukan logam, mineral bukan logam jenis tertentu dan batuan.: [546, 918, 778, 935]
body-paragraph: Masa berlaku IUP Eksplorasi sebagaimana dimaksud dalam Pasal 17 tidak dapat diperpanjang.: [546, 1172, 778, 1190]
body-paragraph: (5) Komponen biaya pengelolaan lingkungan sebagaimana dimaksud pada ayat (2) huruf c dikenakan kepada pemegang IPR terhadap nilai biaya pengelolaan lingkungan dalam suatu WPR sebagai bentuk pertanggungjawaban secara proporsional pada WPR.: [1052, 1007, 1284, 1041]
body-paragraph: (1) IPR diberikan kepada: a. orang perseorangan yang merupakan penduduk setempat; atau b. koperasi yang anggotanya merupakan penduduk setempat.: [1052, 607, 1284, 624]
text-column-4: [799, 418, 1031, 2063]
issue-date: SENIN 26 MEI 2025: [30, 6, 147, 20]
body-paragraph: (6) Gubernur dapat mendelegasikan kewenangan untuk melakukan pembinaan dan pengawasan pelaksanaan perizinan sebagaimana dimaksud pada ayat (1) huruf c dan kewenangan untuk melakukan pengelolaan pertambangan sebagaimana dimaksud pada ayat (4) kepada perangkat daerah yang menyelenggarakan urusan pemerintahan di bidang energi dan sumber daya mineral.: [293, 999, 525, 1050]
body-paragraph: IPR terdiri atas: a. IPR mineral logam; b. IPR mineral bukan logam; c. IPR mineral bukan logam jenis tertentu; dan d. IPR batuan.: [1052, 578, 1284, 595]
body-paragraph: 1. Pertambangan adalah sebagian atau seluruh tahapan kegiatan dalam rangka, pengelolaan dan pengusahaan mineral atau batubara yang meliputi penyelidikan umum, eksplorasi, studi kelayakan, konstruksi, penambangan, pengolahan dan/atau pemurnian atau pengembangan dan/atau pemanfaatan, pengangkutan dan penjualan, serta kegiatan pascatambang.: [40, 877, 272, 919]
body-paragraph: 19. Tanah Kadipaten adalah tanah hak milik Kadipaten yang meliputi tanah keprabon dan tanah bukan keprabon atau dede keprabon yang terdapat dalam wilayah DIY.: [40, 1368, 272, 1394]
body-paragraph: 16. Surat Izin Penambangan Batuan yang selanjutnya disingkat SIPB adalah izin yang diberikan untuk melaksanakan kegiatan Usaha Pertambangan batuan jenis tertentu atau untuk keperluan tertentu.: [40, 1290, 272, 1316]
body-paragraph: (1) Dalam hal IUP berakhir sebagaimana dimaksud dalam Pasal 25, eks pemegang IUP wajib memenuhi dan menyelesaikan kewajiban sesuai dengan ketentuan peraturan perundang-undangan.: [1052, 523, 1284, 549]
body-paragraph: (9) Pemegang IUP Operasi Produksi yang tidak melaksanakan kewajiban sebagaimana dimaksud pada ayat (1) dikenai sanksi administratif.: [799, 916, 1031, 933]
body-paragraph: (1) Setiap Pemegang IUP Operasi Produksi wajib menyampaikan laporan pelaksanaan program pengembangan dan pemberdayaan masyarakat setiap 6 (enam) bulan kepada Gubernur.: [799, 997, 1031, 1022]
body-paragraph: (3) Ketentuan lebih lanjut mengenai permohonan IUP Eksplorasi diatur dalam Peraturan Gubernur.: [546, 1106, 778, 1124]
body-paragraph: 14. Izin Pertambangan Rakyat yang selanjutnya disingkat IPR adalah izin untuk melaksanakan Usaha Pertambangan dalam wilayah pertambangan rakyat dengan luas wilayah dan investasi terbatas.: [40, 1214, 272, 1239]
body-paragraph: 8. Wilayah Pencadangan Negara, yang selanjutnya disingkat WPN adalah bagian dari WP yang dicadangkan untuk kepentingan strategis nasional.: [40, 1050, 272, 1067]
section-heading: BAB IV WILAYAH IZIN USAHA PERTAMBANGAN MINERAL BUKAN LOGAM, MINERAL BUKAN LOGAM JENIS TERTENTU DAN BATUAN Pasal 10: [549, 594, 775, 620]
